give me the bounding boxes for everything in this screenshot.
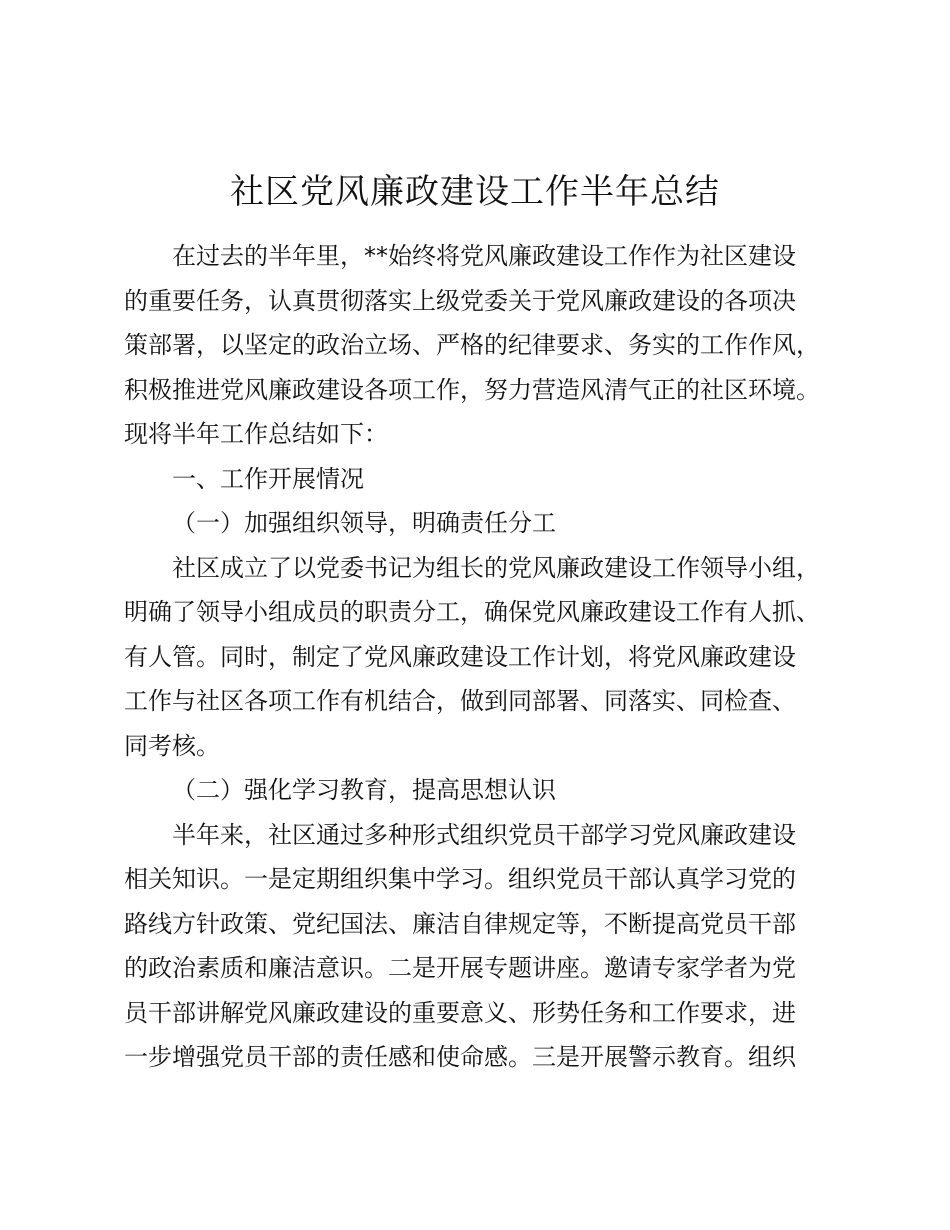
paragraph-line: 现将半年工作总结如下：: [124, 420, 388, 448]
subsection-heading: （一）加强组织领导，明确责任分工: [172, 509, 556, 537]
paragraph-line: 社区成立了以党委书记为组长的党风廉政建设工作领导小组，: [172, 553, 820, 582]
document-title: 社区党风廉政建设工作半年总结: [230, 172, 720, 212]
paragraph-line: 半年来，社区通过多种形式组织党员干部学习党风廉政建设: [172, 820, 796, 849]
paragraph-line: 积极推进党风廉政建设各项工作，努力营造风清气正的社区环境。: [124, 375, 820, 404]
paragraph-line: 工作与社区各项工作有机结合，做到同部署、同落实、同检查、: [124, 687, 796, 715]
document-body: [124, 234, 832, 1080]
paragraph-line: 在过去的半年里，**始终将党风廉政建设工作作为社区建设: [172, 242, 796, 270]
section-heading: 一、工作开展情况: [172, 464, 364, 493]
paragraph-line: 员干部讲解党风廉政建设的重要意义、形势任务和工作要求，进: [124, 998, 796, 1027]
paragraph-line: 路线方针政策、党纪国法、廉洁自律规定等，不断提高党员干部: [124, 909, 796, 938]
paragraph-line: 一步增强党员干部的责任感和使命感。三是开展警示教育。组织: [124, 1043, 796, 1071]
paragraph-line: 的政治素质和廉洁意识。二是开展专题讲座。邀请专家学者为党: [124, 954, 796, 982]
paragraph-line: 同考核。: [124, 731, 220, 760]
paragraph-line: 相关知识。一是定期组织集中学习。组织党员干部认真学习党的: [124, 865, 796, 893]
paragraph-line: 明确了领导小组成员的职责分工，确保党风廉政建设工作有人抓、: [124, 598, 820, 626]
subsection-heading: （二）强化学习教育，提高思想认识: [172, 776, 556, 804]
paragraph-line: 有人管。同时，制定了党风廉政建设工作计划，将党风廉政建设: [124, 642, 796, 671]
paragraph-line: 的重要任务，认真贯彻落实上级党委关于党风廉政建设的各项决: [124, 286, 796, 315]
paragraph-line: 策部署，以坚定的政治立场、严格的纪律要求、务实的工作作风，: [124, 331, 820, 359]
